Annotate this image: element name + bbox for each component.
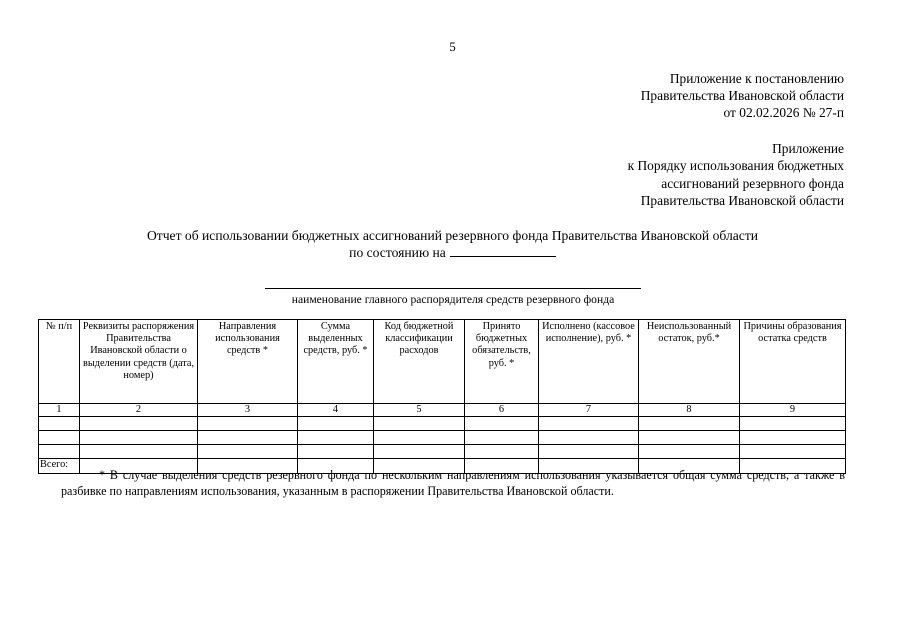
table-cell — [465, 445, 539, 459]
column-number: 3 — [198, 404, 298, 417]
table-cell — [198, 417, 298, 431]
approval-annex-block — [641, 70, 844, 121]
table-cell — [80, 431, 198, 445]
annex-line-1: Приложение — [772, 141, 844, 156]
table-cell — [298, 417, 374, 431]
column-number: 1 — [39, 404, 80, 417]
table-cell — [465, 417, 539, 431]
report-title-block — [0, 227, 905, 261]
approval-line-2: Правительства Ивановской области — [640, 88, 844, 103]
table-cell — [639, 445, 740, 459]
table-cell — [465, 431, 539, 445]
table-row — [39, 417, 846, 431]
header-cell: Исполнено (кассовое исполнение), руб. * — [539, 320, 639, 404]
report-table — [38, 319, 846, 474]
procedure-annex-block — [628, 140, 844, 209]
page-number: 5 — [449, 39, 456, 54]
column-number: 4 — [298, 404, 374, 417]
table-cell — [198, 431, 298, 445]
header-cell: Направления использования средств * — [198, 320, 298, 404]
column-number: 7 — [539, 404, 639, 417]
total-label: Всего: — [39, 459, 80, 474]
table-cell — [740, 431, 846, 445]
header-cell: Код бюджетной классификации расходов — [374, 320, 465, 404]
header-cell: Сумма выделенных средств, руб. * — [298, 320, 374, 404]
header-cell: Причины образования остатка средств — [740, 320, 846, 404]
approval-line-3: от 02.02.2026 № 27-п — [723, 105, 844, 120]
column-number: 8 — [639, 404, 740, 417]
header-cell: Неиспользованный остаток, руб.* — [639, 320, 740, 404]
table-cell — [374, 431, 465, 445]
table-cell — [539, 431, 639, 445]
as-of-label: по состоянию на — [349, 245, 446, 260]
fund-holder-caption: наименование главного распорядителя средств резервного фонда — [265, 288, 641, 306]
table-cell — [374, 445, 465, 459]
annex-line-4: Правительства Ивановской области — [640, 192, 844, 208]
table-cell — [39, 431, 80, 445]
table-row — [39, 445, 846, 459]
table-cell — [80, 417, 198, 431]
table-cell — [639, 417, 740, 431]
table-cell — [298, 431, 374, 445]
report-as-of — [0, 244, 905, 261]
header-row — [39, 320, 846, 404]
column-number-row — [39, 404, 846, 417]
approval-line-1: Приложение к постановлению — [669, 71, 844, 86]
table-cell — [198, 445, 298, 459]
column-number: 2 — [80, 404, 198, 417]
table-cell — [80, 445, 198, 459]
table-cell — [298, 445, 374, 459]
table-cell — [39, 445, 80, 459]
date-blank-line — [450, 244, 556, 257]
table-cell — [39, 417, 80, 431]
column-number: 9 — [740, 404, 846, 417]
table-cell — [740, 445, 846, 459]
annex-line-2: к Порядку использования бюджетных — [627, 158, 844, 174]
annex-line-3: ассигнований резервного фонда — [661, 175, 844, 191]
table-cell — [374, 417, 465, 431]
table-cell — [539, 445, 639, 459]
header-cell: Реквизиты распоряжения Правительства Ивановской области о выделении средств (дата, номер) — [80, 320, 198, 404]
header-cell: № п/п — [39, 320, 80, 404]
column-number: 6 — [465, 404, 539, 417]
table-cell — [539, 417, 639, 431]
report-title: Отчет об использовании бюджетных ассигнований резервного фонда Правительства Ивановской области — [146, 228, 759, 243]
header-cell: Принято бюджетных обязательств, руб. * — [465, 320, 539, 404]
table-cell — [740, 417, 846, 431]
table-row — [39, 431, 846, 445]
table-cell — [639, 431, 740, 445]
column-number: 5 — [374, 404, 465, 417]
footnote: * В случае выделения средств резервного фонда по нескольким направлениям использования указывается общая сумма средств, а также в разбивке по направлениям использования, указанным в распоряжении Правительства Ивановской области. — [61, 468, 845, 498]
